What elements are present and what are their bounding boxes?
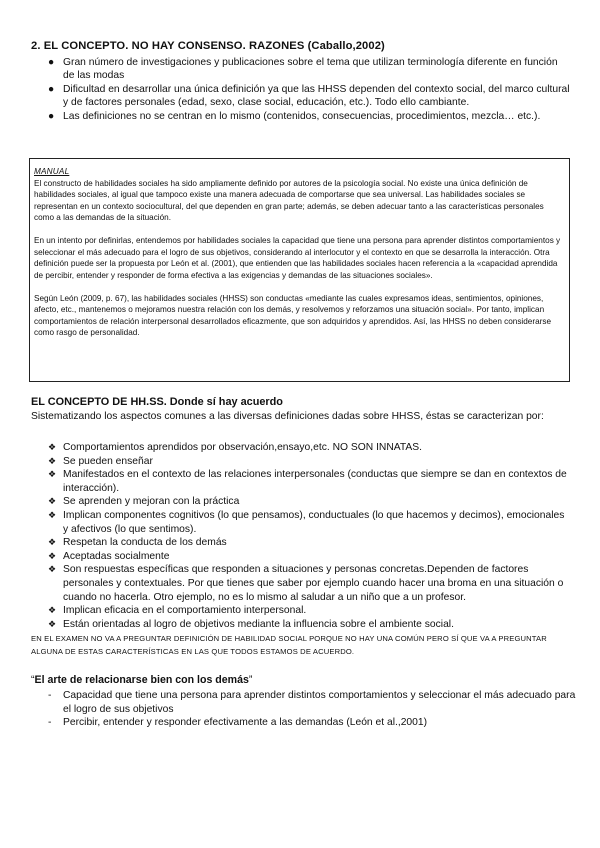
diamond-bullet-icon: ❖ [48, 442, 57, 452]
dash-bullet-icon: - [48, 717, 52, 729]
list-item: ❖ Respetan la conducta de los demás [48, 537, 227, 549]
exam-note: EN EL EXAMEN NO VA A PREGUNTAR DEFINICIÓN DE HABILIDAD SOCIAL PORQUE NO HAY UNA COMÚN PERO SÍ QUE VA A PREGUNTAR ALGUNA DE ESTAS CARACTERÍSTICAS EN LAS QUE TODOS ESTAMOS DE ACUERDO. [31, 634, 547, 656]
list-item: ❖ Están orientadas al logro de objetivos mediante la influencia sobre el ambiente social. [48, 618, 454, 630]
list-item: ❖ Implican componentes cognitivos (lo que pensamos), conductuales (lo que hacemos y decimos), emocionales y afectivos (lo que sentimos). [48, 509, 565, 535]
diamond-bullet-icon: ❖ [48, 455, 57, 466]
diamond-bullet-icon: ❖ [48, 496, 57, 507]
diamond-bullet-icon: ❖ [48, 618, 57, 629]
manual-label: MANUAL [34, 167, 70, 176]
list-item: - Percibir, entender y responder efectivamente a las demandas (León et al.,2001) [48, 717, 428, 729]
diamond-bullet-icon: ❖ [48, 469, 57, 480]
characteristics-list [31, 441, 571, 631]
section-heading: 2. EL CONCEPTO. NO HAY CONSENSO. RAZONES (Caballo,2002) [31, 40, 385, 52]
dot-bullet-icon: ● [48, 57, 55, 68]
list-item: ● Las definiciones no se centran en lo mismo (contenidos, consecuencias, procedimientos, mezcla… etc.). [48, 110, 541, 122]
list-item: ● Gran número de investigaciones y publicaciones sobre el tema que utilizan terminología diferente en función de las modas [48, 57, 558, 82]
manual-paragraph: El constructo de habilidades sociales ha sido ampliamente definido por autores de la psicología social. No existe una única definición de habilidades sociales, al igual que tampoco existe una manera adecuada de comportarse que sea universal. Las habilidades sociales se representan en un contexto sociocultural, del que dependen en gran parte; además, se deben adecuar tanto a las características personales como a las demandas de la situación. [34, 178, 544, 222]
consensus-heading: EL CONCEPTO DE HH.SS. Donde sí hay acuerdo [31, 396, 283, 408]
manual-paragraph: En un intento por definirlas, entendemos por habilidades sociales la capacidad que tiene una persona para aprender distintos comportamientos y seleccionar el más adecuado para el logro de sus objetivos, considerando al interlocutor y el contexto en que se desarrolla la interacción. Otra definición puede ser la propuesta por León et al. (2001), que entienden que las habilidades sociales hacen referencia a la «capacidad aprendida de percibir, entender y responder de forma efectiva a las exigencias y demandas de las situaciones sociales». [34, 236, 561, 280]
dot-bullet-icon: ● [48, 83, 55, 95]
list-item: ❖ Aceptadas socialmente [48, 550, 170, 562]
manual-paragraph: Según León (2009, p. 67), las habilidades sociales (HHSS) son conductas «mediante las cuales expresamos ideas, sentimientos, opiniones, afecto, etc., mantenemos o mejoramos nuestra relación con los demás, y resolvemos y reforzamos una situación social». Por tanto, implican comportamientos de relación interpersonal desarrollados eficazmente, que son adquiridos y aprendidos. Así, las HHSS no deben considerarse como rasgo de personalidad. [34, 293, 552, 337]
list-item: ❖ Manifestados en el contexto de las relaciones interpersonales (conductas que siempre se dan en contextos de interacción). [48, 469, 567, 494]
list-item: ❖ Se pueden enseñar [48, 455, 153, 467]
list-item: ❖ Se aprenden y mejoran con la práctica [48, 496, 240, 508]
list-item: - Capacidad que tiene una persona para aprender distintos comportamientos y seleccionar el más adecuado para el logro de sus objetivos [48, 690, 576, 715]
diamond-bullet-icon: ❖ [48, 550, 57, 561]
list-item: ❖ Implican eficacia en el comportamiento interpersonal. [48, 605, 307, 617]
dash-bullet-icon: - [48, 690, 52, 701]
consensus-intro: Sistematizando los aspectos comunes a las diversas definiciones dadas sobre HHSS, éstas se caracterizan por: [31, 411, 544, 422]
list-item: ❖ Son respuestas específicas que responden a situaciones y personas concretas.Dependen de factores personales y contextuales. Por que tienes que saber por ejemplo cuando hacer una broma en una situación o cuando no hacerla. Otro ejemplo, no es lo mismo al saludar a un niño que a un profesor. [48, 564, 564, 603]
reasons-list [31, 56, 571, 123]
dot-bullet-icon: ● [48, 110, 55, 122]
diamond-bullet-icon: ❖ [48, 605, 57, 616]
list-item: ❖ Comportamientos aprendidos por observación,ensayo,etc. NO SON INNATAS. [48, 442, 423, 453]
diamond-bullet-icon: ❖ [48, 537, 57, 548]
art-list [31, 689, 576, 730]
diamond-bullet-icon: ❖ [48, 509, 57, 520]
art-title: “El arte de relacionarse bien con los demás” [31, 674, 253, 686]
manual-box [29, 158, 570, 382]
diamond-bullet-icon: ❖ [48, 564, 57, 575]
list-item: ● Dificultad en desarrollar una única definición ya que las HHSS dependen del contexto social, del marco cultural y de factores personales (edad, sexo, clase social, educación, etc.). Todo ello cambiante. [48, 83, 570, 109]
